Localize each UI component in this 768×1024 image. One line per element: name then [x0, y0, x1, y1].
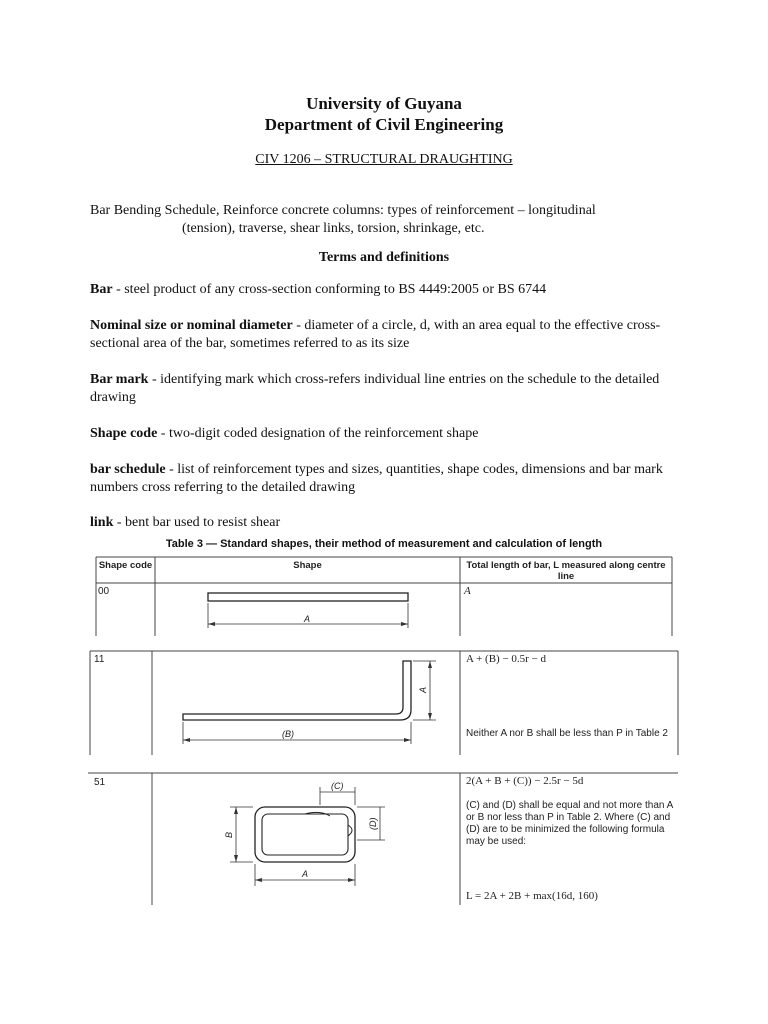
- shape-code-00: 00: [98, 586, 110, 597]
- link-inner: [262, 814, 348, 855]
- formula-51-alt: L = 2A + 2B + max(16d, 160): [466, 890, 598, 902]
- definition-text: - identifying mark which cross-refers individual line entries on the schedule to the detailed drawing: [90, 372, 660, 405]
- table-caption: Table 3 — Standard shapes, their method of measurement and calculation of length: [165, 538, 603, 550]
- definition-text: - steel product of any cross-section conforming to BS 4449:2005 or BS 6744: [112, 282, 547, 297]
- course-title-text: CIV 1206 – STRUCTURAL DRAUGHTING: [255, 152, 513, 167]
- header-shape: Shape: [293, 560, 322, 571]
- definition-term: Bar: [90, 282, 113, 297]
- definition-term: bar schedule: [90, 462, 166, 477]
- straight-bar: [208, 593, 408, 601]
- shape-11-drawing: [183, 661, 436, 744]
- header-shape-code: Shape code: [98, 560, 153, 571]
- definition-term: Nominal size or nominal diameter: [90, 318, 293, 333]
- l-bar: [183, 661, 411, 720]
- header-total-length: Total length of bar, L measured along centre line: [466, 560, 666, 582]
- dim-label-a: A: [304, 614, 311, 624]
- department-title: Department of Civil Engineering: [264, 115, 504, 134]
- definition-term: link: [90, 515, 114, 530]
- shape-code-11: 11: [94, 654, 105, 665]
- intro-line-1: Bar Bending Schedule, Reinforce concrete columns: types of reinforcement – longitudinal: [90, 203, 596, 218]
- link-outer: [255, 807, 355, 862]
- dim-label-b: (B): [282, 729, 294, 739]
- note-11: Neither A nor B shall be less than P in Table 2: [466, 728, 668, 739]
- formula-11: A + (B) − 0.5r − d: [466, 653, 547, 665]
- formula-51: 2(A + B + (C)) − 2.5r − 5d: [466, 775, 584, 787]
- terms-heading: Terms and definitions: [318, 250, 450, 265]
- university-title: University of Guyana: [306, 94, 462, 113]
- definition-text: - diameter of a circle, d, with an area equal to the effective cross-sectional area of the bar, sometimes referred to as its size: [90, 318, 661, 351]
- shape-code-51: 51: [94, 777, 106, 788]
- dim-label-a: A: [418, 686, 428, 693]
- definition-term: Shape code: [90, 426, 158, 441]
- note-51: (C) and (D) shall be equal and not more than A or B nor less than P in Table 2. Where (C) and (D) are to be minimized the following formula may be used:: [466, 800, 673, 847]
- intro-line-2: (tension), traverse, shear links, torsion, shrinkage, etc.: [182, 221, 485, 236]
- definition-text: - bent bar used to resist shear: [113, 515, 281, 530]
- definition-text: - list of reinforcement types and sizes, quantities, shape codes, dimensions and bar mark numbers cross referring to the detailed drawing: [90, 462, 663, 495]
- dim-label-b: B: [224, 831, 234, 838]
- formula-00: A: [464, 585, 471, 597]
- dim-label-a: A: [302, 869, 309, 879]
- definition-term: Bar mark: [90, 372, 149, 387]
- dim-label-d: (D): [368, 817, 378, 830]
- definition-text: - two-digit coded designation of the reinforcement shape: [157, 426, 479, 441]
- dim-label-c: (C): [331, 781, 344, 791]
